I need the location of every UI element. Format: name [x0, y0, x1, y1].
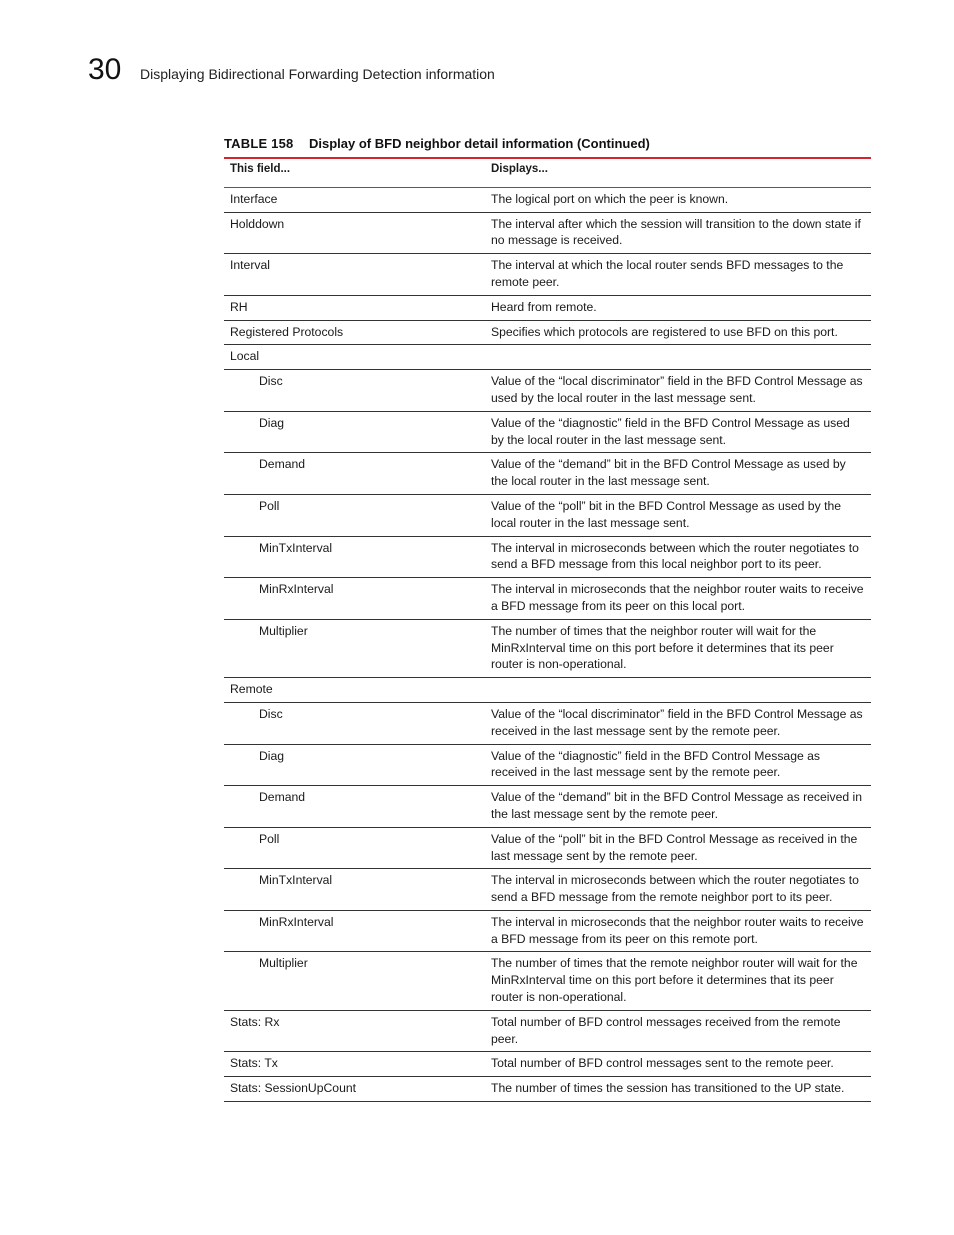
field-name-cell: Stats: Tx — [224, 1052, 485, 1077]
field-name-cell: Poll — [224, 494, 485, 536]
bfd-neighbor-detail-table — [224, 159, 871, 1102]
table-row — [224, 494, 871, 536]
column-header-field: This field... — [224, 159, 485, 187]
table-row — [224, 536, 871, 578]
table-row — [224, 702, 871, 744]
field-description-cell: Value of the “demand” bit in the BFD Control Message as received in the last message sent by the remote peer. — [485, 786, 871, 828]
field-description-cell: Total number of BFD control messages sent to the remote peer. — [485, 1052, 871, 1077]
field-description-cell: Value of the “diagnostic” field in the BFD Control Message as received in the last message sent by the remote peer. — [485, 744, 871, 786]
table-header-row — [224, 159, 871, 187]
table-row — [224, 619, 871, 677]
field-description-cell: Value of the “demand” bit in the BFD Control Message as used by the local router in the last message sent. — [485, 453, 871, 495]
table-row — [224, 678, 871, 703]
field-description-cell — [485, 345, 871, 370]
table-row — [224, 320, 871, 345]
field-description-cell: The interval in microseconds that the neighbor router waits to receive a BFD message from its peer on this remote port. — [485, 910, 871, 952]
field-description-cell: The interval in microseconds between which the router negotiates to send a BFD message from this local neighbor port to its peer. — [485, 536, 871, 578]
field-description-cell: Value of the “local discriminator” field in the BFD Control Message as used by the local router in the last message sent. — [485, 370, 871, 412]
field-name-cell: Interface — [224, 187, 485, 212]
table-title: Display of BFD neighbor detail information (Continued) — [309, 136, 650, 151]
field-name-cell: Interval — [224, 254, 485, 296]
field-description-cell: Total number of BFD control messages received from the remote peer. — [485, 1010, 871, 1052]
field-name-cell: Diag — [224, 744, 485, 786]
field-name-cell: Remote — [224, 678, 485, 703]
table-label: TABLE 158 — [224, 136, 294, 151]
table-row — [224, 869, 871, 911]
field-description-cell — [485, 678, 871, 703]
table-row — [224, 910, 871, 952]
table-row — [224, 411, 871, 453]
field-description-cell: Value of the “poll” bit in the BFD Control Message as received in the last message sent by the remote peer. — [485, 827, 871, 869]
field-description-cell: The logical port on which the peer is known. — [485, 187, 871, 212]
field-description-cell: The number of times the session has transitioned to the UP state. — [485, 1077, 871, 1102]
table-row — [224, 578, 871, 620]
column-header-displays: Displays... — [485, 159, 871, 187]
field-name-cell: Multiplier — [224, 619, 485, 677]
table-row — [224, 453, 871, 495]
field-name-cell: Holddown — [224, 212, 485, 254]
table-row — [224, 827, 871, 869]
table-row — [224, 295, 871, 320]
field-name-cell: Disc — [224, 370, 485, 412]
table-row — [224, 1052, 871, 1077]
field-description-cell: The interval in microseconds that the neighbor router waits to receive a BFD message from its peer on this local port. — [485, 578, 871, 620]
table-row — [224, 187, 871, 212]
field-description-cell: Value of the “poll” bit in the BFD Control Message as used by the local router in the last message sent. — [485, 494, 871, 536]
table-row — [224, 254, 871, 296]
field-description-cell: The interval after which the session will transition to the down state if no message is received. — [485, 212, 871, 254]
table-row — [224, 345, 871, 370]
field-description-cell: Heard from remote. — [485, 295, 871, 320]
table-row — [224, 212, 871, 254]
field-name-cell: RH — [224, 295, 485, 320]
field-description-cell: Specifies which protocols are registered to use BFD on this port. — [485, 320, 871, 345]
field-name-cell: Registered Protocols — [224, 320, 485, 345]
table-row — [224, 786, 871, 828]
field-name-cell: Local — [224, 345, 485, 370]
field-description-cell: The number of times that the neighbor router will wait for the MinRxInterval time on this port before it determines that its peer router is non-operational. — [485, 619, 871, 677]
field-name-cell: MinRxInterval — [224, 910, 485, 952]
field-description-cell: The interval in microseconds between which the router negotiates to send a BFD message from the remote neighbor port to its peer. — [485, 869, 871, 911]
field-name-cell: Stats: SessionUpCount — [224, 1077, 485, 1102]
field-name-cell: MinTxInterval — [224, 536, 485, 578]
field-name-cell: Stats: Rx — [224, 1010, 485, 1052]
table-row — [224, 952, 871, 1010]
field-description-cell: Value of the “diagnostic” field in the BFD Control Message as used by the local router in the last message sent. — [485, 411, 871, 453]
field-description-cell: Value of the “local discriminator” field in the BFD Control Message as received in the last message sent by the remote peer. — [485, 702, 871, 744]
field-name-cell: Poll — [224, 827, 485, 869]
field-name-cell: MinRxInterval — [224, 578, 485, 620]
field-name-cell: Demand — [224, 453, 485, 495]
field-description-cell: The interval at which the local router sends BFD messages to the remote peer. — [485, 254, 871, 296]
field-name-cell: Demand — [224, 786, 485, 828]
table-row — [224, 1010, 871, 1052]
field-description-cell: The number of times that the remote neighbor router will wait for the MinRxInterval time on this port before it determines that its peer router is non-operational. — [485, 952, 871, 1010]
field-name-cell: Multiplier — [224, 952, 485, 1010]
chapter-number: 30 — [88, 53, 122, 86]
chapter-title: Displaying Bidirectional Forwarding Detection information — [140, 66, 495, 82]
table-caption — [224, 135, 871, 159]
table-body — [224, 187, 871, 1101]
field-name-cell: MinTxInterval — [224, 869, 485, 911]
table-row — [224, 370, 871, 412]
table-row — [224, 1077, 871, 1102]
table-row — [224, 744, 871, 786]
field-name-cell: Disc — [224, 702, 485, 744]
field-name-cell: Diag — [224, 411, 485, 453]
